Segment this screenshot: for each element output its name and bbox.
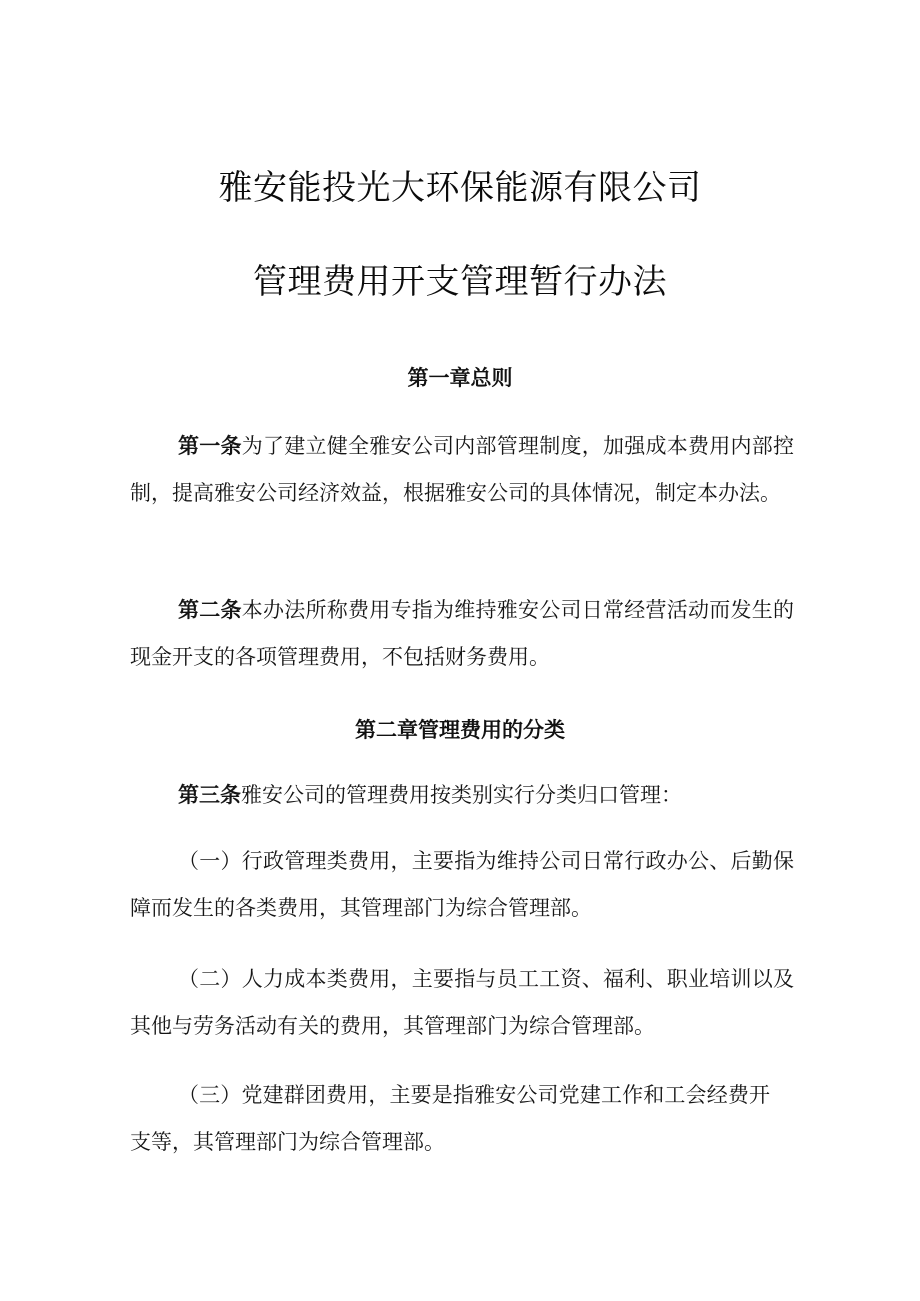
article-2-text: 本办法所称费用专指为维持雅安公司日常经营活动而发生的现金开支的各项管理费用，不包括财务费用。 [130, 598, 794, 669]
document-title-line2: 管理费用开支管理暂行办法 [253, 262, 667, 302]
article-1 [130, 423, 794, 517]
sub-item-1: （一）行政管理类费用，主要指为维持公司日常行政办公、后勤保障而发生的各类费用，其管理部门为综合管理部。 [130, 849, 794, 920]
chapter-heading-1: 第一章总则 [407, 366, 513, 390]
chapter-heading-2: 第二章管理费用的分类 [355, 718, 565, 742]
article-1-text: 为了建立健全雅安公司内部管理制度，加强成本费用内部控制，提高雅安公司经济效益，根据雅安公司的具体情况，制定本办法。 [130, 434, 794, 505]
article-3-text: 雅安公司的管理费用按类别实行分类归口管理： [241, 783, 682, 807]
article-3 [130, 772, 794, 819]
article-2-label: 第二条 [178, 598, 242, 622]
sub-item-3: （三）党建群团费用，主要是指雅安公司党建工作和工会经费开支等，其管理部门为综合管理部。 [130, 1083, 770, 1154]
article-2 [130, 587, 794, 681]
document-title-line1: 雅安能投光大环保能源有限公司 [218, 168, 702, 208]
article-3-label: 第三条 [178, 783, 241, 807]
article-1-label: 第一条 [178, 434, 242, 458]
sub-item-2: （二）人力成本类费用，主要指与员工工资、福利、职业培训以及其他与劳务活动有关的费用，其管理部门为综合管理部。 [130, 967, 794, 1038]
